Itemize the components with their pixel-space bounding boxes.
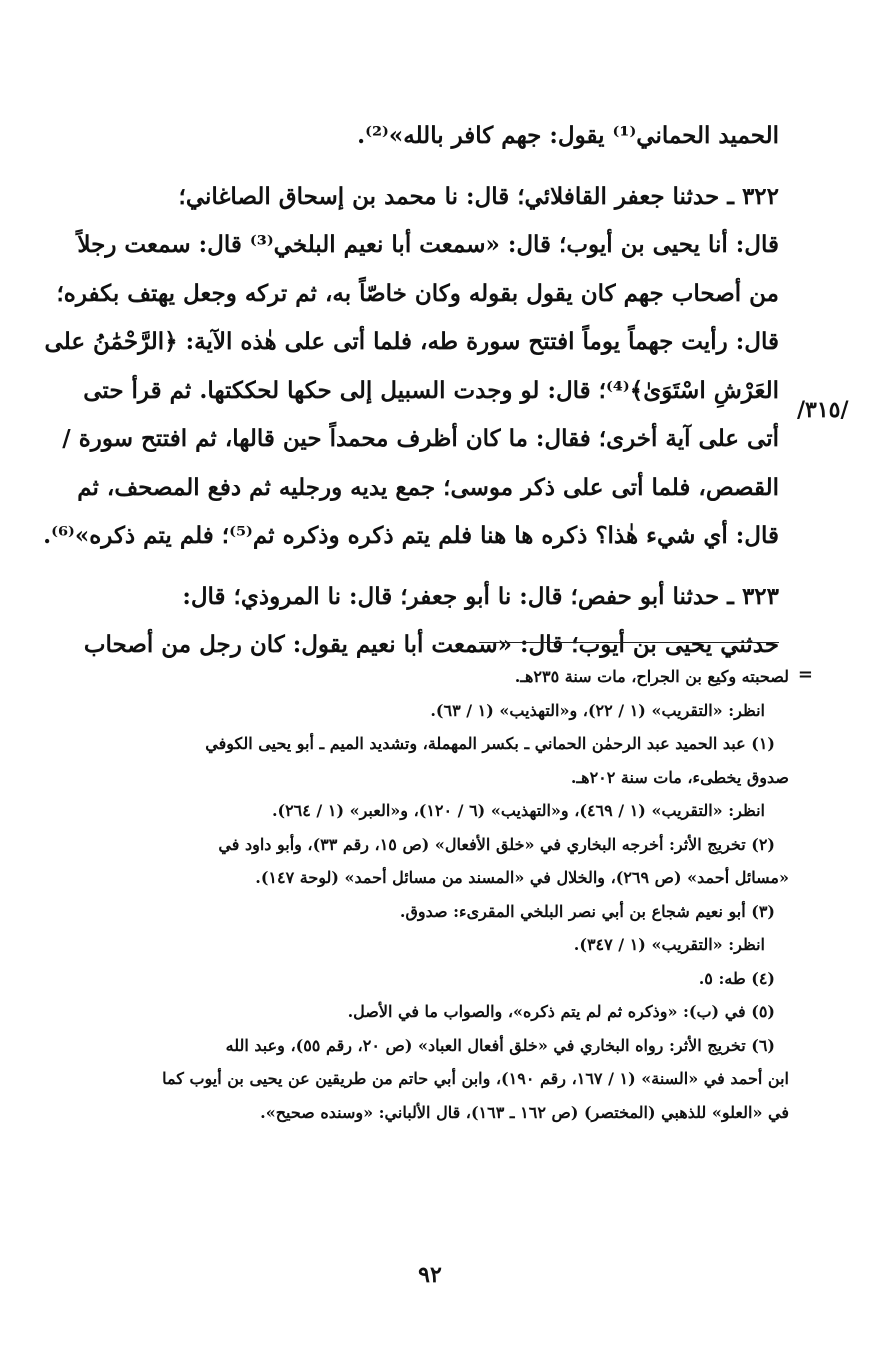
- footnote-continuation-mark: =: [797, 664, 813, 685]
- narration-323-heading-line: ٣٢٣ ـ حدثنا أبو حفص؛ قال: نا أبو جعفر؛ قال: نا المروذي؛ قال:: [182, 582, 779, 610]
- footnote-line: «مسائل أحمد» (ص ٢٦٩)، والخلال في «المسند من مسائل أحمد» (لوحة ١٤٧).: [255, 868, 789, 887]
- page-number: ٩٢: [418, 1262, 442, 1288]
- footnote-line: لصحبته وكيع بن الجراح، مات سنة ٢٣٥هـ.: [514, 667, 789, 686]
- footnote-line: انظر: «التقريب» (١ / ٢٢)، و«التهذيب» (١ / ٦٣).: [430, 700, 765, 720]
- footnote-1: (١) عبد الحميد عبد الرحمٰن الحماني ـ بكسر المهملة، وتشديد الميم ـ أبو يحيى الكوفي: [205, 734, 775, 753]
- footnote-4: (٤) طه: ٥.: [698, 968, 775, 988]
- footnote-2: (٢) تخريج الأثر: أخرجه البخاري في «خلق الأفعال» (ص ١٥، رقم ٣٣)، وأبو داود في: [218, 834, 775, 854]
- main-text-line: أتى على آية أخرى؛ فقال: ما كان أظرف محمداً حين قالها، ثم افتتح سورة /: [62, 425, 779, 452]
- footnote-line: ابن أحمد في «السنة» (١ / ١٦٧، رقم ١٩٠)، وابن أبي حاتم من طريقين عن يحيى بن أيوب كما: [162, 1069, 789, 1088]
- footnote-line: انظر: «التقريب» (١ / ٣٤٧).: [573, 935, 765, 954]
- main-text-line: العَرْشِ اسْتَوَىٰ﴾⁽⁴⁾؛ قال: لو وجدت السبيل إلى حكها لحككتها. ثم قرأ حتى: [83, 376, 779, 404]
- footnote-line: في «العلو» للذهبي (المختصر) (ص ١٦٢ ـ ١٦٣)، قال الألباني: «وسنده صحيح».: [260, 1102, 789, 1122]
- footnote-3: (٣) أبو نعيم شجاع بن أبي نصر البلخي المقرىء: صدوق.: [399, 901, 775, 921]
- main-text-line: قال: رأيت جهماً يوماً افتتح سورة طه، فلما أتى على هٰذه الآية: ﴿الرَّحْمَٰنُ على: [44, 328, 779, 355]
- footnote-line: انظر: «التقريب» (١ / ٤٦٩)، و«التهذيب» (٦ / ١٢٠)، و«العبر» (١ / ٢٦٤).: [271, 801, 765, 820]
- main-text-line: الحميد الحماني⁽¹⁾ يقول: جهم كافر بالله»⁽²⁾.: [357, 122, 779, 149]
- main-text-line: قال: أي شيء هٰذا؟ ذكره ها هنا فلم يتم ذكره وذكره ثم⁽⁵⁾؛ فلم يتم ذكره»⁽⁶⁾.: [43, 522, 779, 549]
- narration-322-heading-line: ٣٢٢ ـ حدثنا جعفر القافلائي؛ قال: نا محمد بن إسحاق الصاغاني؛: [178, 182, 779, 210]
- footnote-line: صدوق يخطىء، مات سنة ٢٠٢هـ.: [570, 767, 789, 787]
- footnote-6: (٦) تخريج الأثر: رواه البخاري في «خلق أفعال العباد» (ص ٢٠، رقم ٥٥)، وعبد الله: [225, 1035, 775, 1055]
- main-text-line: قال: أنا يحيى بن أيوب؛ قال: «سمعت أبا نعيم البلخي⁽³⁾ قال: سمعت رجلاً: [77, 231, 779, 258]
- footnotes-block: [89, 660, 789, 1129]
- manuscript-folio-marker: /٣١٥/: [797, 397, 849, 423]
- footnote-separator: [479, 642, 779, 643]
- footnote-5: (٥) في (ب): «وذكره ثم لم يتم ذكره»، والصواب ما في الأصل.: [347, 1002, 775, 1021]
- main-text-line: حدثني يحيى بن أيوب؛ قال: «سمعت أبا نعيم يقول: كان رجل من أصحاب: [83, 631, 779, 658]
- main-text-line: من أصحاب جهم كان يقول بقوله وكان خاصّاً به، ثم تركه وجعل يهتف بكفره؛: [56, 279, 779, 307]
- main-text-line: القصص، فلما أتى على ذكر موسى؛ جمع يديه ورجليه ثم دفع المصحف، ثم: [77, 473, 779, 501]
- main-text-block: [43, 112, 779, 670]
